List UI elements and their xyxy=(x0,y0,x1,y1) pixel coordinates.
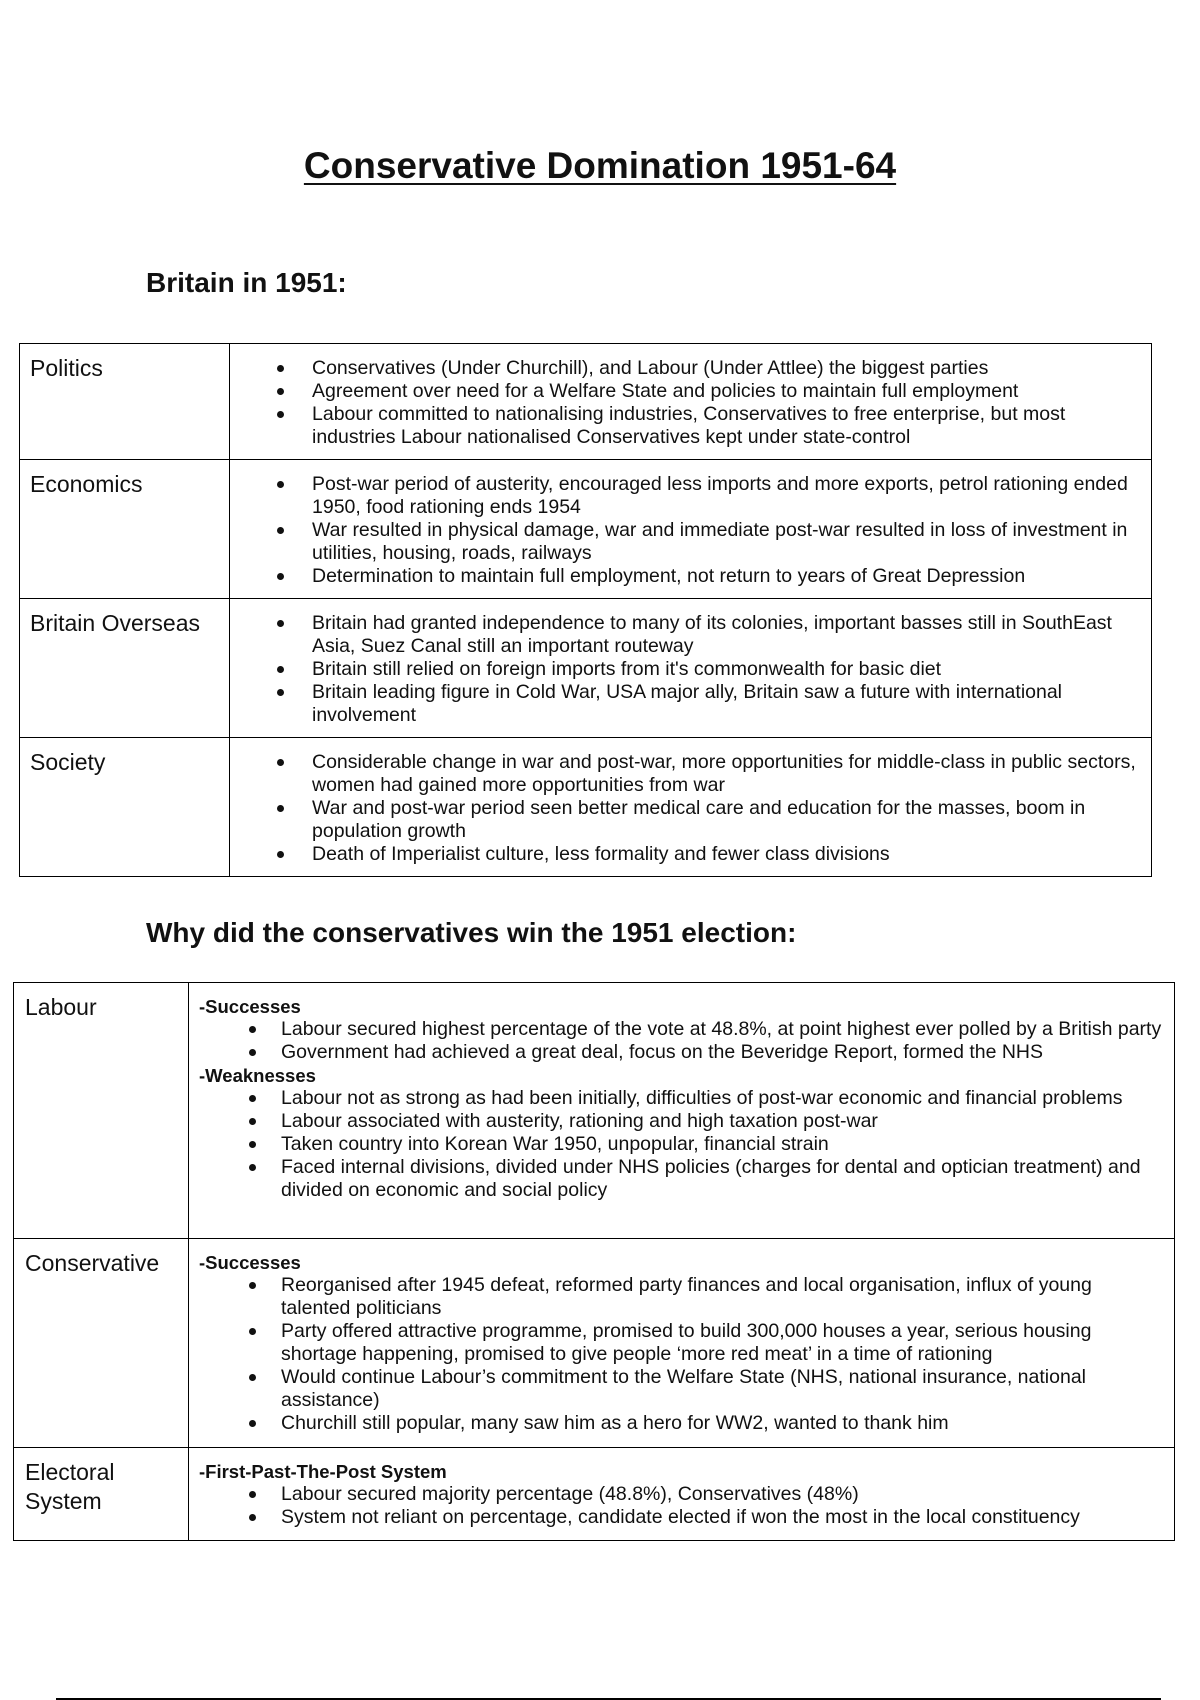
list-item: Considerable change in war and post-war, more opportunities for middle-class in public sectors, women had gained more opportunities from war xyxy=(230,751,1139,797)
row-label: Society xyxy=(20,738,230,877)
subheading: -Weaknesses xyxy=(199,1065,316,1086)
subheading: -First-Past-The-Post System xyxy=(199,1461,447,1482)
subheading: -Successes xyxy=(199,996,301,1017)
table-row xyxy=(20,738,1152,877)
list-item: Britain leading figure in Cold War, USA major ally, Britain saw a future with international involvement xyxy=(230,681,1139,727)
row-content xyxy=(189,1239,1175,1448)
list-item: Death of Imperialist culture, less formality and fewer class divisions xyxy=(230,843,1139,866)
row-content xyxy=(230,460,1152,599)
list-item: Britain had granted independence to many of its colonies, important basses still in SouthEast Asia, Suez Canal still an important routeway xyxy=(230,612,1139,658)
bullet-list xyxy=(199,1483,1164,1529)
bullet-list xyxy=(230,751,1139,866)
row-label: Economics xyxy=(20,460,230,599)
subheading: -Successes xyxy=(199,1252,301,1273)
row-content xyxy=(189,1448,1175,1541)
table-row xyxy=(20,460,1152,599)
bullet-list xyxy=(230,612,1139,727)
table-row xyxy=(14,1448,1175,1541)
list-item: Reorganised after 1945 defeat, reformed party finances and local organisation, influx of young talented politicians xyxy=(199,1274,1164,1320)
section-heading-why-conservatives-won: Why did the conservatives win the 1951 election: xyxy=(146,917,797,948)
list-item: Would continue Labour’s commitment to the Welfare State (NHS, national insurance, national assistance) xyxy=(199,1366,1164,1412)
row-label: Britain Overseas xyxy=(20,599,230,738)
list-item: Taken country into Korean War 1950, unpopular, financial strain xyxy=(199,1133,1164,1156)
table-row xyxy=(14,983,1175,1239)
section-heading-britain-1951: Britain in 1951: xyxy=(146,267,347,298)
britain-1951-table xyxy=(19,343,1152,877)
table-row xyxy=(20,599,1152,738)
list-item: Determination to maintain full employment, not return to years of Great Depression xyxy=(230,565,1139,588)
list-item: Agreement over need for a Welfare State and policies to maintain full employment xyxy=(230,380,1139,403)
list-item: Churchill still popular, many saw him as a hero for WW2, wanted to thank him xyxy=(199,1412,1164,1435)
list-item: Conservatives (Under Churchill), and Labour (Under Attlee) the biggest parties xyxy=(230,357,1139,380)
table-row xyxy=(20,344,1152,460)
bullet-list xyxy=(230,473,1139,588)
bullet-list xyxy=(199,1018,1164,1064)
row-content xyxy=(230,599,1152,738)
list-item: Labour not as strong as had been initially, difficulties of post-war economic and financial problems xyxy=(199,1087,1164,1110)
list-item: Party offered attractive programme, promised to build 300,000 houses a year, serious housing shortage happening, promised to give people ‘more red meat’ in a time of rationing xyxy=(199,1320,1164,1366)
row-label: Labour xyxy=(14,983,189,1239)
bullet-list xyxy=(199,1274,1164,1435)
row-label: Electoral System xyxy=(14,1448,189,1541)
row-content xyxy=(230,344,1152,460)
row-label: Politics xyxy=(20,344,230,460)
list-item: Faced internal divisions, divided under NHS policies (charges for dental and optician treatment) and divided on economic and social policy xyxy=(199,1156,1164,1202)
list-item: Labour committed to nationalising industries, Conservatives to free enterprise, but most industries Labour nationalised Conservatives kept under state-control xyxy=(230,403,1139,449)
list-item: War and post-war period seen better medical care and education for the masses, boom in population growth xyxy=(230,797,1139,843)
bullet-list xyxy=(230,357,1139,449)
list-item: Government had achieved a great deal, focus on the Beveridge Report, formed the NHS xyxy=(199,1041,1164,1064)
election-1951-table xyxy=(13,982,1175,1541)
page-title: Conservative Domination 1951-64 xyxy=(303,145,897,186)
bullet-list xyxy=(199,1087,1164,1202)
list-item: System not reliant on percentage, candidate elected if won the most in the local constituency xyxy=(199,1506,1164,1529)
table-row xyxy=(14,1239,1175,1448)
row-content xyxy=(230,738,1152,877)
list-item: Britain still relied on foreign imports from it's commonwealth for basic diet xyxy=(230,658,1139,681)
list-item: Labour associated with austerity, rationing and high taxation post-war xyxy=(199,1110,1164,1133)
list-item: Labour secured majority percentage (48.8%), Conservatives (48%) xyxy=(199,1483,1164,1506)
list-item: War resulted in physical damage, war and immediate post-war resulted in loss of investment in utilities, housing, roads, railways xyxy=(230,519,1139,565)
row-label: Conservative xyxy=(14,1239,189,1448)
list-item: Post-war period of austerity, encouraged less imports and more exports, petrol rationing ended 1950, food rationing ends 1954 xyxy=(230,473,1139,519)
list-item: Labour secured highest percentage of the vote at 48.8%, at point highest ever polled by a British party xyxy=(199,1018,1164,1041)
row-content xyxy=(189,983,1175,1239)
